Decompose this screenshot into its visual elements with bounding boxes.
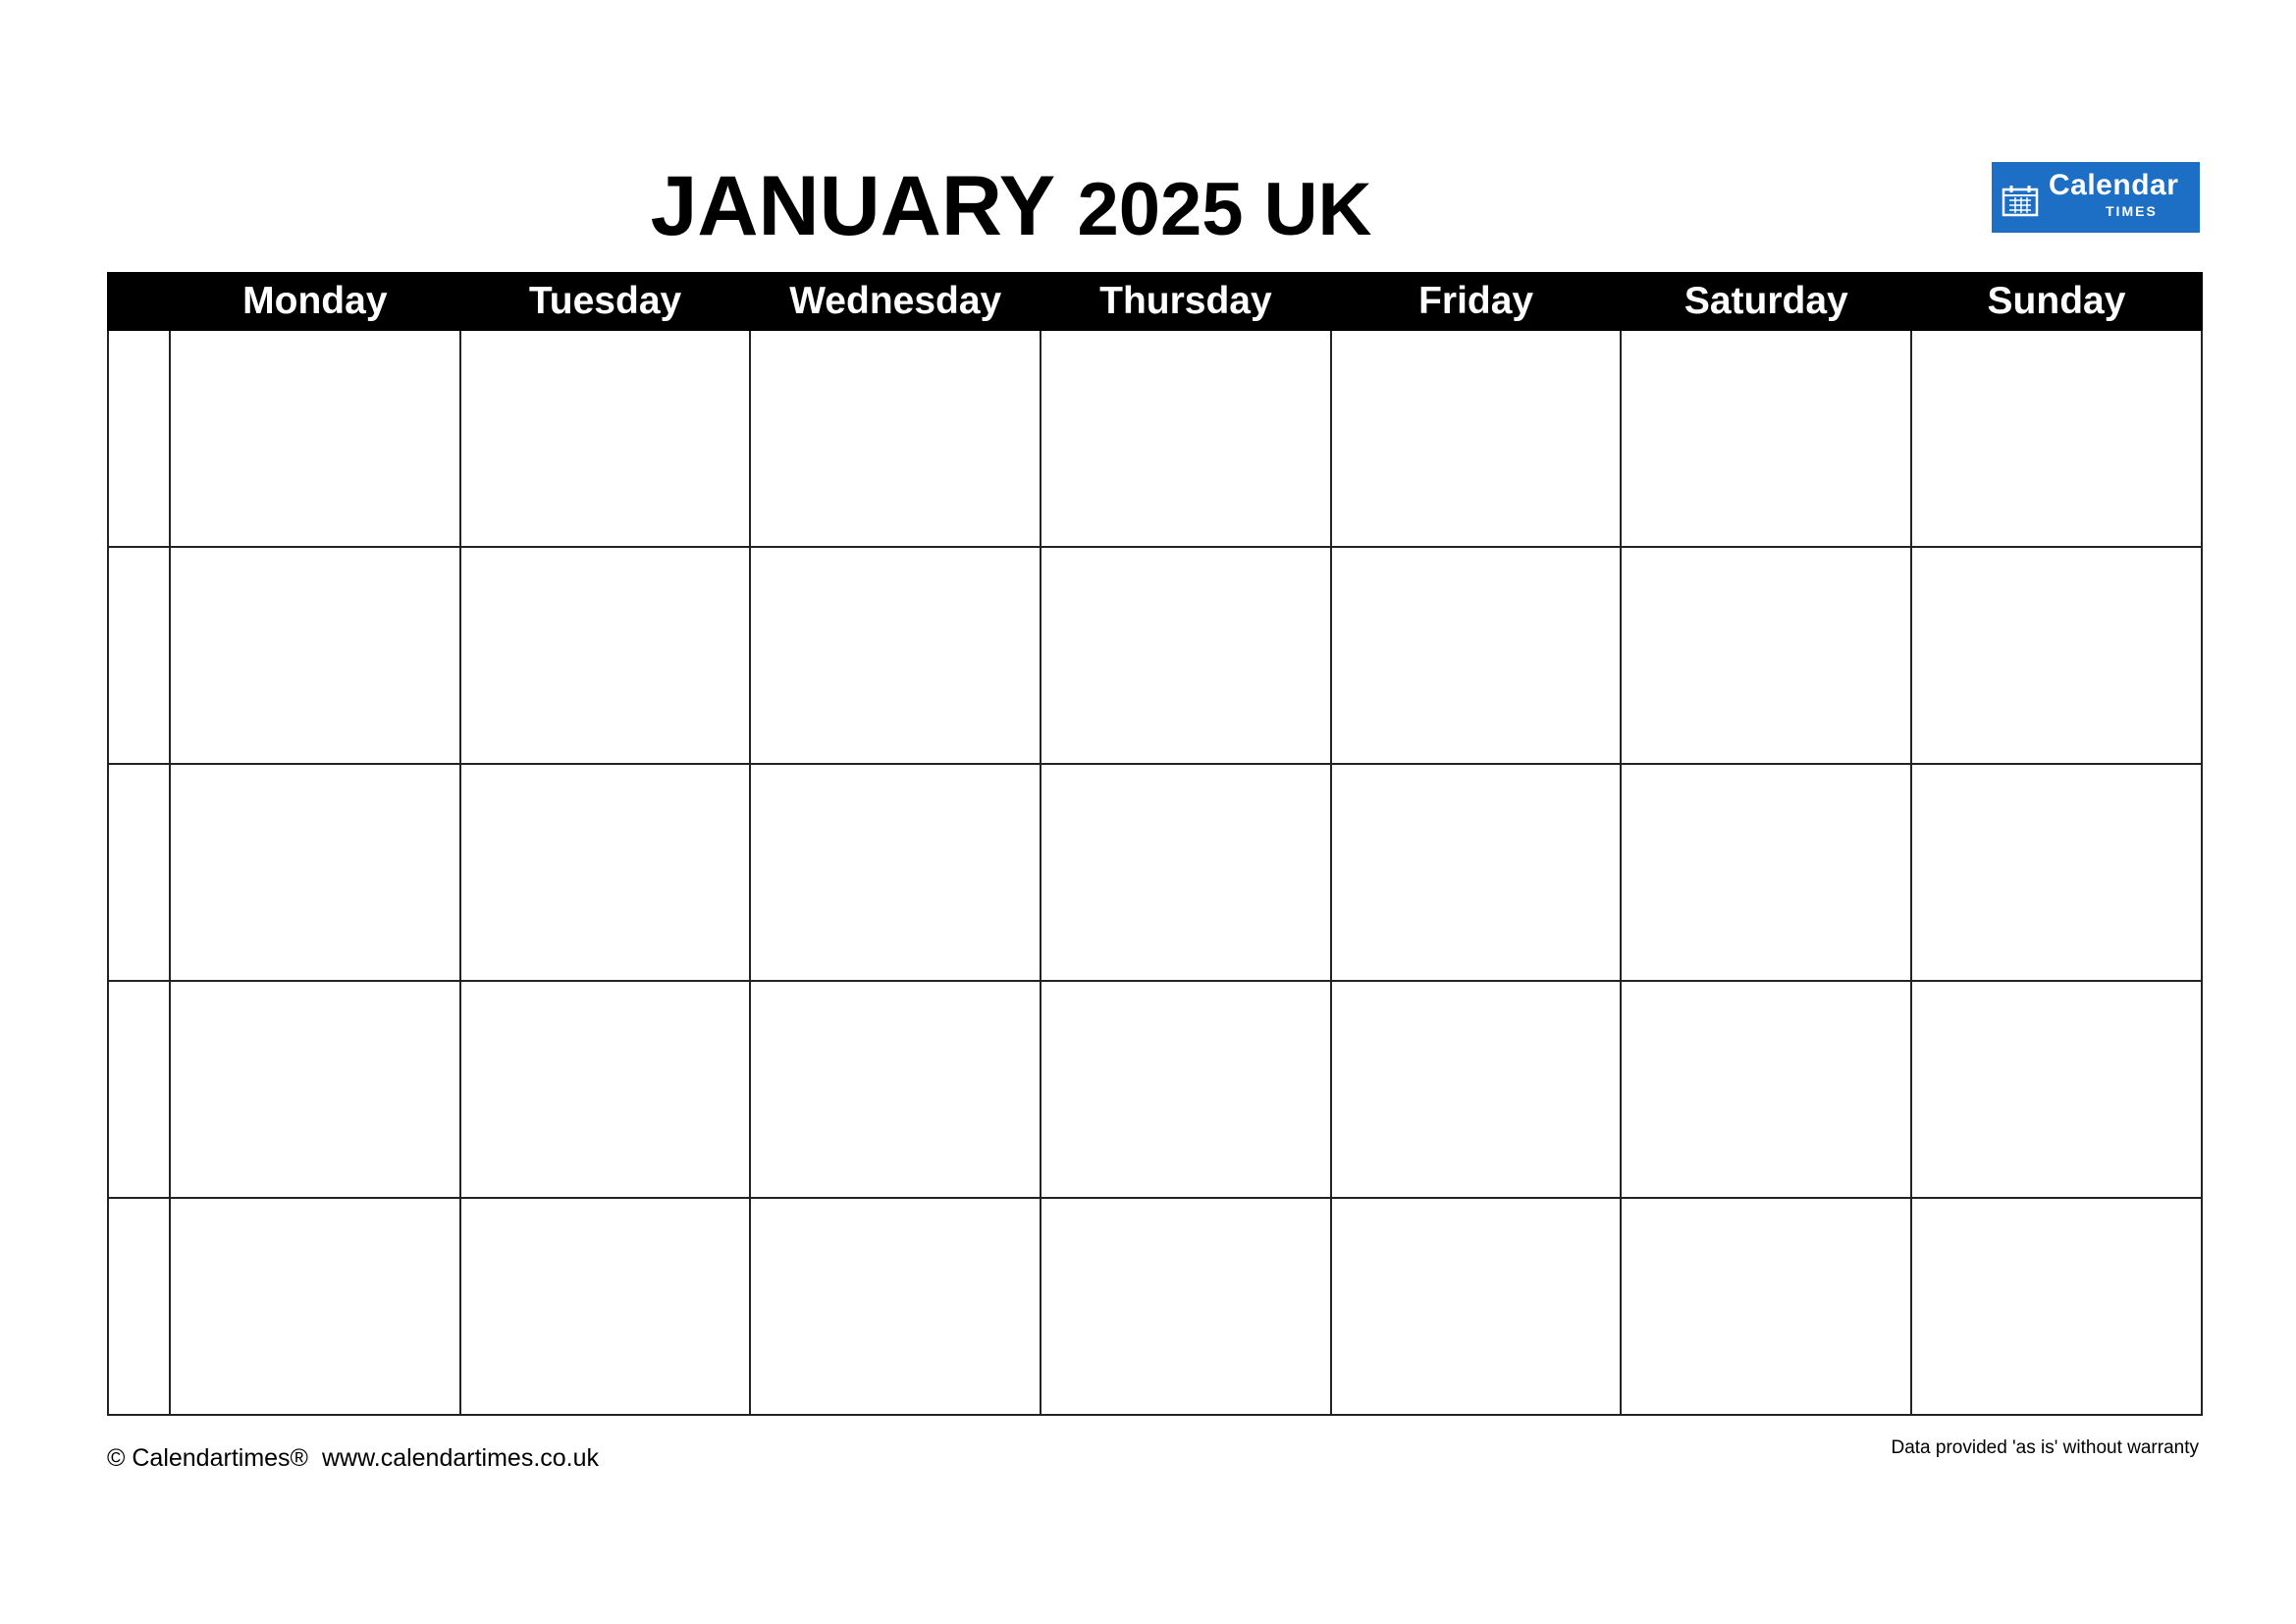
calendar-week-row: [108, 764, 2202, 981]
day-cell-monday: [170, 981, 460, 1198]
day-cell-wednesday: [750, 764, 1041, 981]
day-cell-friday: [1331, 547, 1622, 764]
weekday-header-sunday: Sunday: [1911, 273, 2202, 330]
calendar-icon: [2002, 184, 2041, 217]
day-cell-thursday: [1041, 981, 1331, 1198]
day-cell-friday: [1331, 764, 1622, 981]
weekday-header-row: [108, 273, 2202, 330]
day-cell-saturday: [1621, 330, 1911, 547]
title-year-region: 2025 UK: [1077, 168, 1372, 251]
weekday-header-wednesday: Wednesday: [750, 273, 1041, 330]
day-cell-tuesday: [460, 330, 751, 547]
title-month: JANUARY: [650, 159, 1054, 253]
calendar-week-row: [108, 330, 2202, 547]
day-cell-tuesday: [460, 981, 751, 1198]
day-cell-saturday: [1621, 1198, 1911, 1415]
day-cell-monday: [170, 330, 460, 547]
logo-subtitle: TIMES: [2106, 203, 2158, 219]
footer-copyright: © Calendartimes®: [107, 1444, 308, 1472]
day-cell-wednesday: [750, 981, 1041, 1198]
day-cell-wednesday: [750, 1198, 1041, 1415]
footer-website-link[interactable]: www.calendartimes.co.uk: [321, 1444, 600, 1472]
week-number-cell: [108, 1198, 170, 1415]
calendar-week-row: [108, 981, 2202, 1198]
calendartimes-logo[interactable]: [1992, 162, 2200, 233]
day-cell-thursday: [1041, 330, 1331, 547]
day-cell-saturday: [1621, 547, 1911, 764]
day-cell-tuesday: [460, 1198, 751, 1415]
day-cell-sunday: [1911, 981, 2202, 1198]
calendar-body: [108, 330, 2202, 1415]
day-cell-monday: [170, 547, 460, 764]
week-number-cell: [108, 547, 170, 764]
weekday-header-tuesday: Tuesday: [460, 273, 751, 330]
day-cell-saturday: [1621, 764, 1911, 981]
footer-credits: [107, 1443, 599, 1473]
week-number-header: [108, 273, 170, 330]
day-cell-friday: [1331, 1198, 1622, 1415]
day-cell-saturday: [1621, 981, 1911, 1198]
week-number-cell: [108, 764, 170, 981]
calendar-grid: [107, 272, 2203, 1416]
week-number-cell: [108, 330, 170, 547]
weekday-header-thursday: Thursday: [1041, 273, 1331, 330]
day-cell-monday: [170, 764, 460, 981]
weekday-header-saturday: Saturday: [1621, 273, 1911, 330]
day-cell-wednesday: [750, 547, 1041, 764]
day-cell-monday: [170, 1198, 460, 1415]
day-cell-friday: [1331, 330, 1622, 547]
day-cell-thursday: [1041, 547, 1331, 764]
calendar-week-row: [108, 1198, 2202, 1415]
weekday-header-friday: Friday: [1331, 273, 1622, 330]
day-cell-sunday: [1911, 764, 2202, 981]
weekday-header-monday: Monday: [170, 273, 460, 330]
day-cell-sunday: [1911, 547, 2202, 764]
day-cell-friday: [1331, 981, 1622, 1198]
day-cell-sunday: [1911, 330, 2202, 547]
calendar-week-row: [108, 547, 2202, 764]
week-number-cell: [108, 981, 170, 1198]
logo-name: Calendar: [2049, 169, 2179, 201]
day-cell-sunday: [1911, 1198, 2202, 1415]
day-cell-tuesday: [460, 547, 751, 764]
page-title: [0, 157, 2022, 259]
footer-disclaimer: Data provided 'as is' without warranty: [1891, 1437, 2199, 1458]
day-cell-tuesday: [460, 764, 751, 981]
day-cell-thursday: [1041, 764, 1331, 981]
day-cell-wednesday: [750, 330, 1041, 547]
day-cell-thursday: [1041, 1198, 1331, 1415]
